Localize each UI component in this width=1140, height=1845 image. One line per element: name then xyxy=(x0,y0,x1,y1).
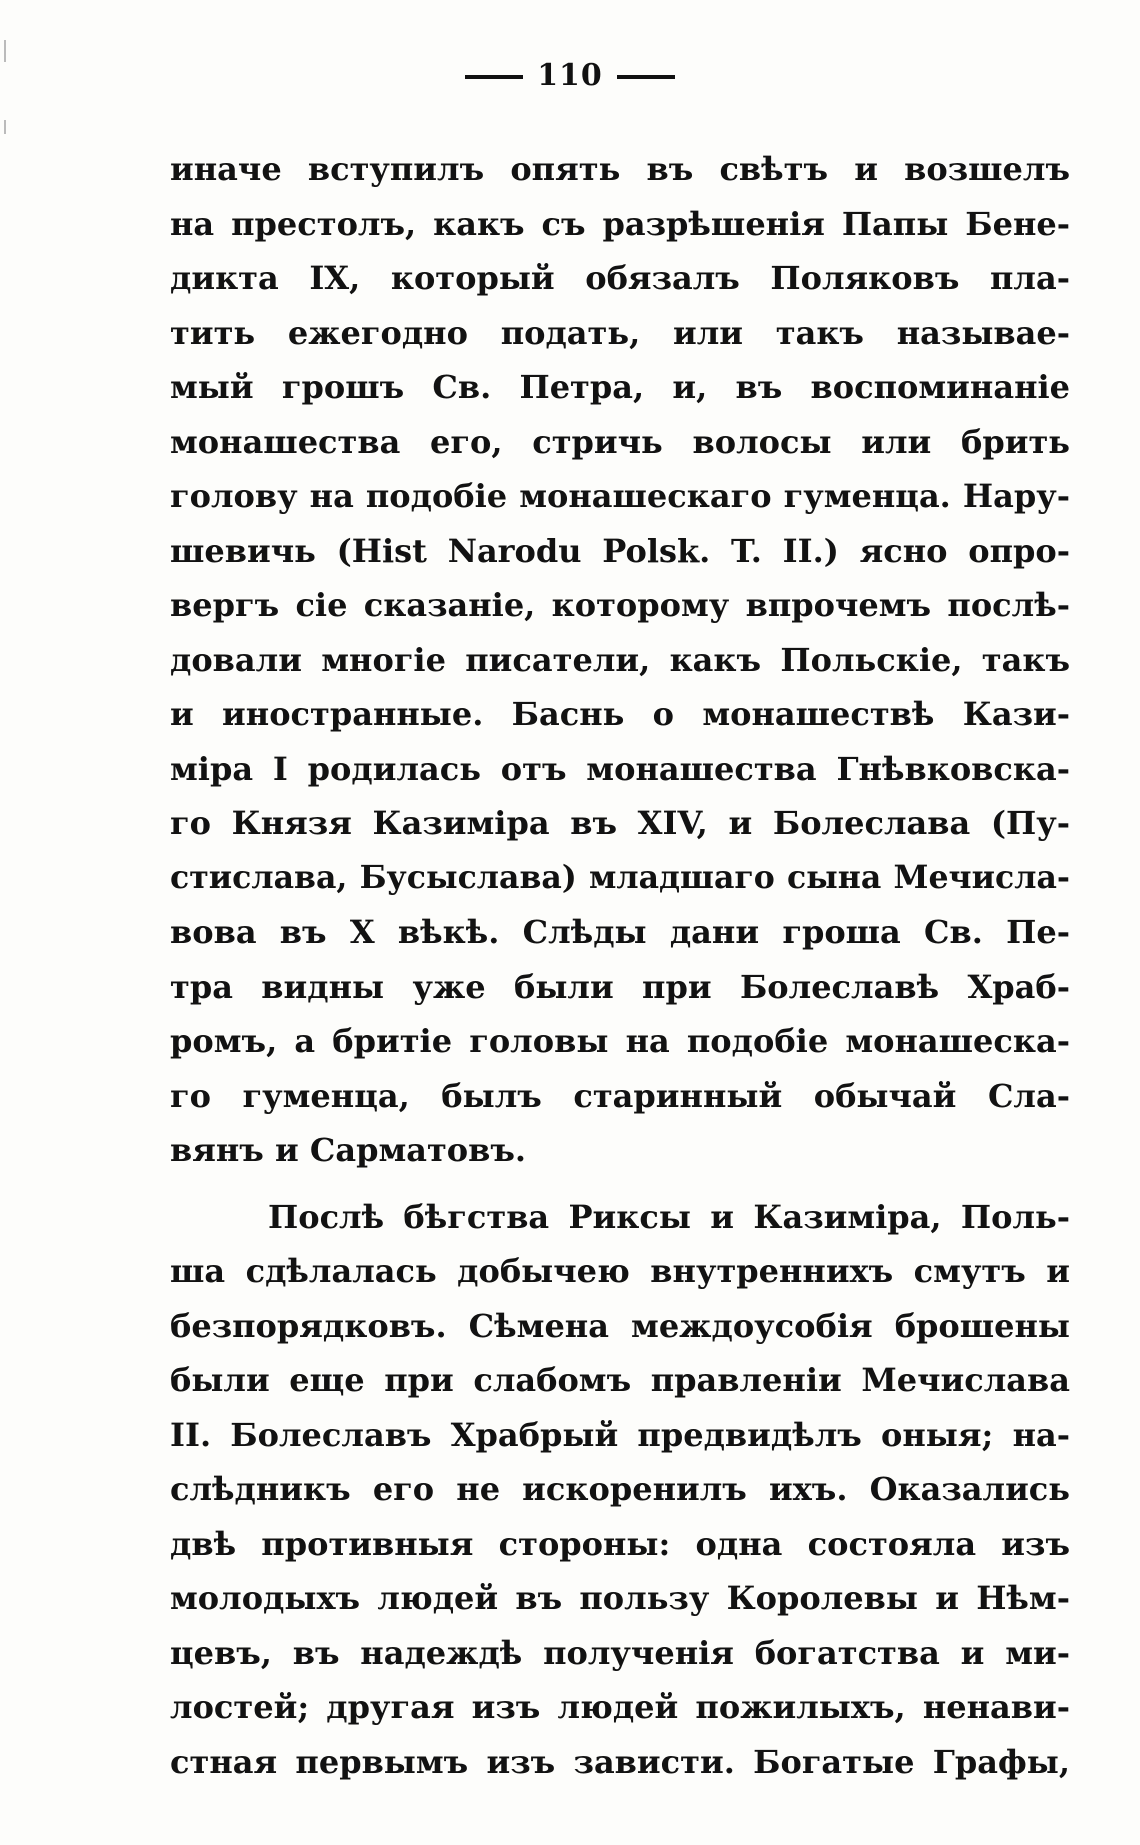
text-line: на престолъ, какъ съ разрѣшенія Папы Бене- xyxy=(170,204,1070,243)
text-line: довали многіе писатели, какъ Польскіе, такъ xyxy=(170,640,1070,679)
text-line: Послѣ бѣгства Риксы и Казиміра, Поль- xyxy=(268,1197,1070,1236)
header-dash-right xyxy=(617,75,675,79)
text-line: вергъ сіе сказаніе, которому впрочемъ послѣ- xyxy=(170,586,1070,624)
text-line: ша сдѣлалась добычею внутреннихъ смутъ и xyxy=(170,1252,1070,1290)
paragraph-gap xyxy=(170,1178,1070,1190)
text-line: голову на подобіе монашескаго гуменца. Нару- xyxy=(170,477,1070,515)
text-line: дикта IX, который обязалъ Поляковъ пла- xyxy=(170,259,1070,297)
text-line: молодыхъ людей въ пользу Королевы и Нѣм- xyxy=(170,1579,1070,1617)
scan-edge-mark xyxy=(4,120,6,134)
text-line: го Князя Казиміра въ XIV, и Болеслава (Пу- xyxy=(170,804,1070,842)
text-line: вова въ X вѣкѣ. Слѣды дани гроша Св. Пе- xyxy=(170,913,1070,951)
text-line: монашества его, стричь волосы или брить xyxy=(170,422,1070,461)
text-line: и иностранные. Баснь о монашествѣ Кази- xyxy=(170,695,1070,733)
text-line: цевъ, въ надеждѣ полученія богатства и ми- xyxy=(170,1633,1070,1672)
text-line: безпорядковъ. Сѣмена междоусобія брошены xyxy=(170,1306,1070,1345)
text-line: ромъ, а бритіе головы на подобіе монашеска- xyxy=(170,1022,1070,1060)
text-line: вянъ и Сарматовъ. xyxy=(170,1131,527,1169)
text-line: го гуменца, былъ старинный обычай Сла- xyxy=(170,1076,1070,1115)
page-header xyxy=(0,58,1140,93)
text-line: двѣ противныя стороны: одна состояла изъ xyxy=(170,1524,1070,1563)
text-line: міра I родилась отъ монашества Гнѣвковска- xyxy=(170,749,1070,788)
text-line: иначе вступилъ опять въ свѣтъ и возшелъ xyxy=(170,150,1070,188)
text-line: тра видны уже были при Болеславѣ Храб- xyxy=(170,967,1070,1006)
text-line: слѣдникъ его не искоренилъ ихъ. Оказались xyxy=(170,1470,1070,1508)
body-text xyxy=(170,142,1070,1789)
text-line: тить ежегодно подать, или такъ называе- xyxy=(170,313,1070,352)
text-line: стислава, Бусыслава) младшаго сына Мечисла- xyxy=(170,858,1070,896)
text-line: лостей; другая изъ людей пожилыхъ, ненави- xyxy=(170,1688,1070,1726)
text-line: II. Болеславъ Храбрый предвидѣлъ оныя; на- xyxy=(170,1415,1070,1454)
text-line: были еще при слабомъ правленіи Мечислава xyxy=(170,1361,1070,1399)
text-line: мый грошъ Св. Петра, и, въ воспоминаніе xyxy=(170,368,1070,406)
page-number: 110 xyxy=(537,58,603,93)
text-line: шевичь (Hist Narodu Polsk. T. II.) ясно опро- xyxy=(170,531,1070,570)
text-line: стная первымъ изъ зависти. Богатые Графы, xyxy=(170,1742,1070,1781)
header-dash-left xyxy=(465,75,523,79)
